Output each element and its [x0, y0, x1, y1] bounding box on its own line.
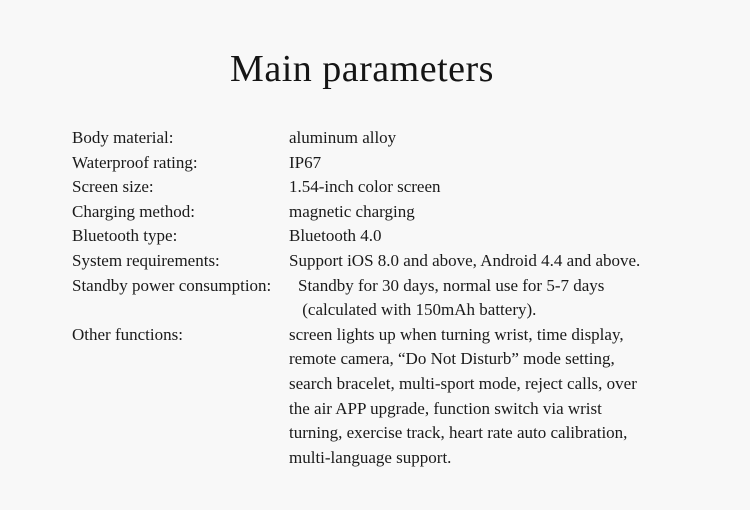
param-value [289, 323, 712, 471]
param-label: Body material: [72, 128, 174, 147]
param-label: Other functions: [72, 324, 183, 344]
param-value-line: aluminum alloy [289, 128, 397, 147]
param-value-line: (calculated with 150mAh battery). [298, 300, 537, 320]
param-value-line: Standby for 30 days, normal use for 5-7 days [298, 275, 605, 295]
param-label: System requirements: [72, 250, 220, 270]
param-row-charging-method [72, 200, 712, 225]
param-value-line: Bluetooth 4.0 [289, 226, 382, 246]
param-value-line: multi-language support. [289, 447, 452, 467]
param-row-bluetooth-type [72, 224, 712, 249]
param-label: Waterproof rating: [72, 152, 198, 172]
param-value-line: the air APP upgrade, function switch via wrist [289, 398, 602, 418]
param-value [289, 200, 712, 225]
param-row-waterproof-rating [72, 151, 712, 176]
param-label: Screen size: [72, 177, 154, 197]
param-value [289, 224, 712, 249]
param-label: Bluetooth type: [72, 226, 178, 246]
param-row-other-functions [72, 323, 712, 471]
param-value-line: magnetic charging [289, 201, 415, 221]
param-row-standby-power [72, 274, 712, 323]
param-label: Charging method: [72, 201, 195, 221]
parameters-list [72, 126, 712, 470]
param-value [298, 274, 712, 323]
page-title: Main parameters [230, 48, 494, 90]
param-row-screen-size [72, 175, 712, 200]
param-value [289, 151, 712, 176]
param-value-line: search bracelet, multi-sport mode, reject calls, over [289, 373, 637, 393]
param-value-line: turning, exercise track, heart rate auto calibration, [289, 423, 628, 443]
param-value [289, 126, 712, 151]
param-value-line: Support iOS 8.0 and above, Android 4.4 and above. [289, 250, 641, 270]
param-value-line: remote camera, “Do Not Disturb” mode setting, [289, 349, 615, 369]
param-row-system-requirements [72, 249, 712, 274]
param-row-body-material [72, 126, 712, 151]
param-value [289, 249, 712, 274]
param-value-line: screen lights up when turning wrist, time display, [289, 324, 624, 344]
param-value-line: IP67 [289, 152, 322, 172]
param-value [289, 175, 712, 200]
param-value-line: 1.54-inch color screen [289, 177, 441, 197]
param-label: Standby power consumption: [72, 275, 272, 295]
